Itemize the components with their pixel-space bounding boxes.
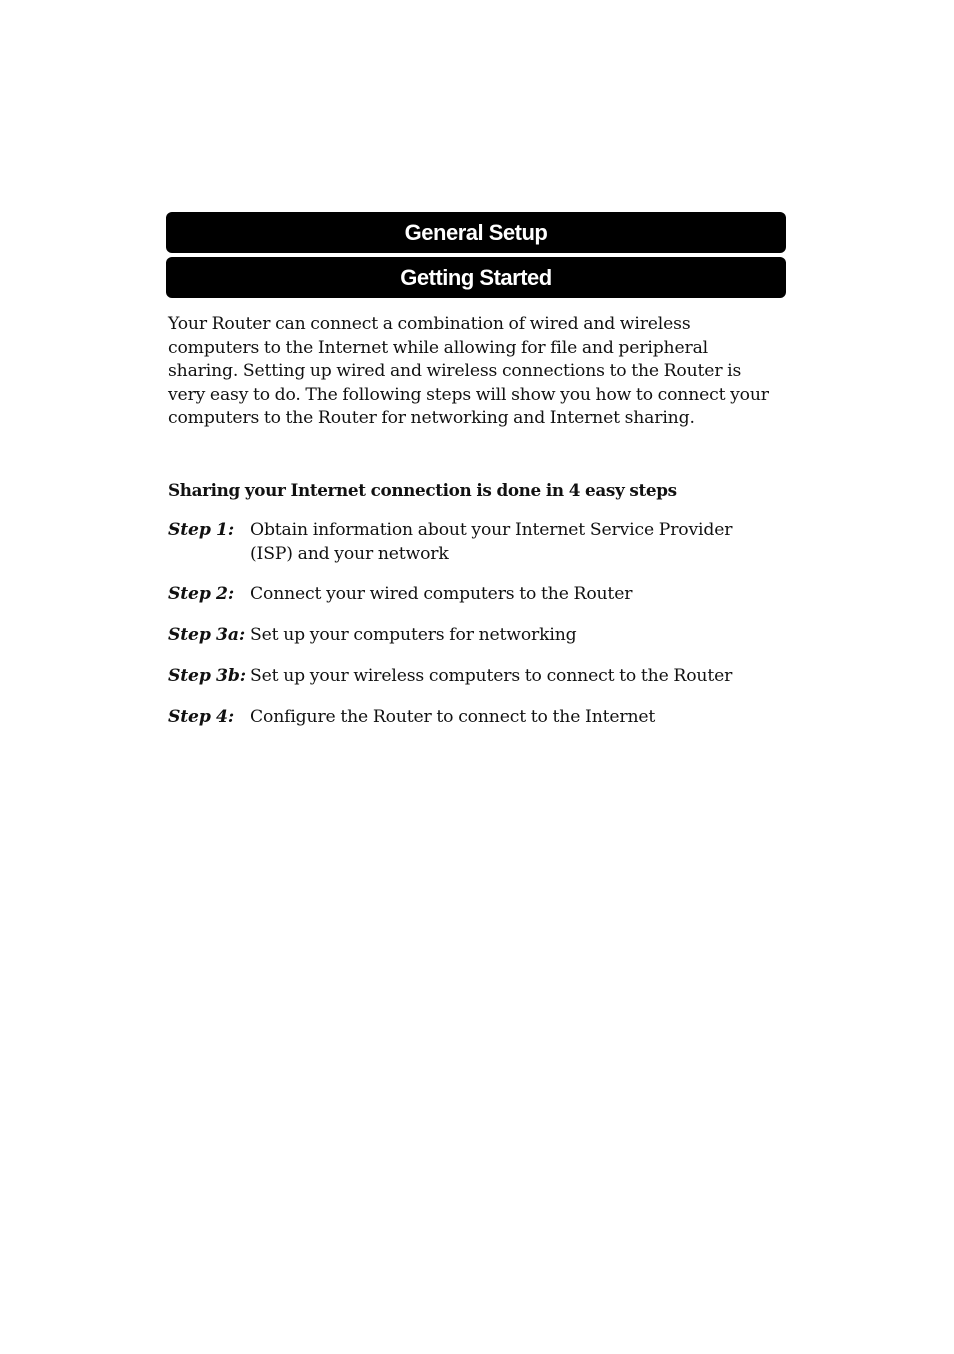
step-label: Step 1:: [168, 520, 235, 540]
step-text: Connect your wired computers to the Router: [250, 584, 633, 605]
step-item: [168, 665, 778, 689]
step-label: Step 4:: [168, 706, 235, 727]
section-title: General Setup: [404, 220, 548, 245]
intro-paragraph: Your Router can connect a combination of wired and wireless computers to the Internet while allowing for file and peripheral sharing. Setting up wired and wireless connections to the Router is very easy to do. The following steps will show you how to connect your computers to the Router for networking and Internet sharing.: [168, 314, 769, 428]
topic-title: Getting Started: [400, 265, 552, 290]
step-text: Set up your wireless computers to connect to the Router: [250, 665, 733, 686]
steps-list: [168, 519, 778, 729]
step-item: [168, 583, 778, 607]
step-item: [168, 519, 778, 566]
step-text: Configure the Router to connect to the Internet: [250, 706, 656, 727]
step-label: Step 2:: [168, 584, 235, 605]
step-label: Step 3a:: [168, 625, 246, 646]
section-header-bar: [166, 212, 786, 253]
step-text: Set up your computers for networking: [250, 625, 577, 646]
step-item: [168, 624, 778, 648]
step-label: Step 3b:: [168, 665, 246, 686]
step-text: Obtain information about your Internet Service Provider (ISP) and your network: [250, 520, 733, 564]
step-item: [168, 706, 778, 730]
steps-heading: Sharing your Internet connection is done in 4 easy steps: [168, 480, 677, 500]
topic-header-bar: [166, 257, 786, 298]
